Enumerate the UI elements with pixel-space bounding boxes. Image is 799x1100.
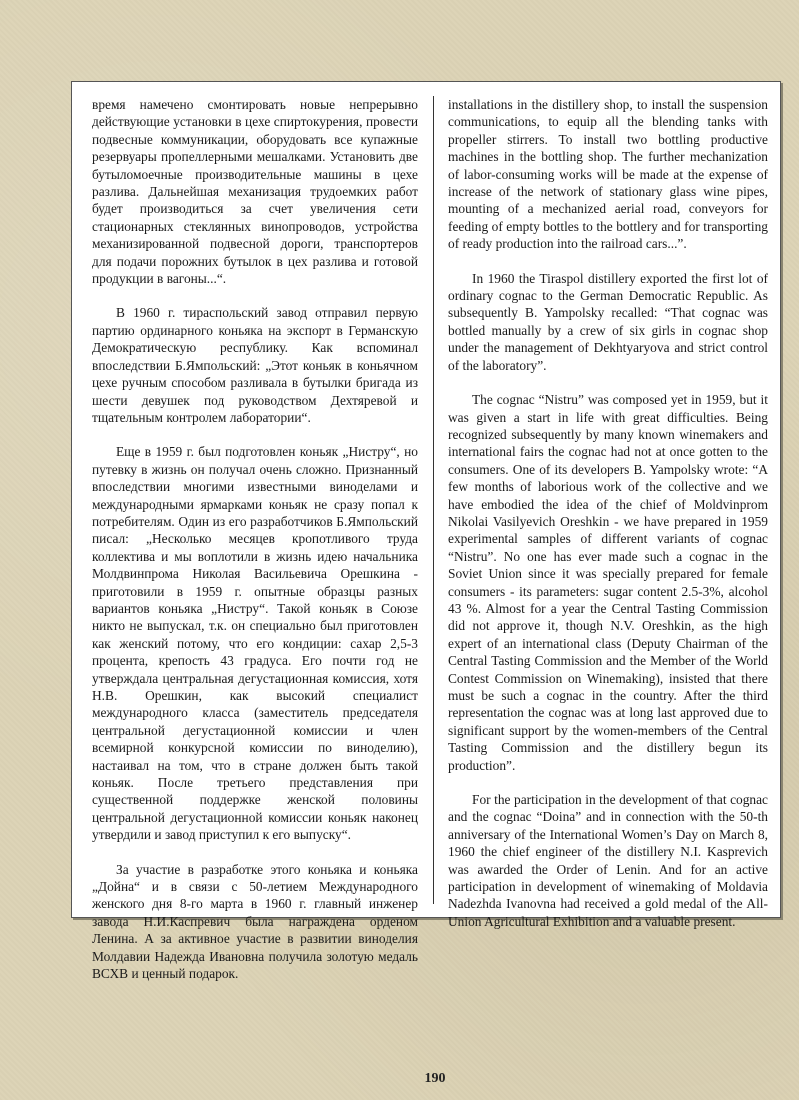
ru-paragraph-3: Еще в 1959 г. был подготовлен коньяк „Нистру“, но путевку в жизнь он получал очень сложно. Признанный впоследствии многими известными виноделами и международными ярмарками коньяк не сразу попал к потребителям. Один из его разработчиков Б.Ямпольский писал: „Несколько месяцев кропотливого труда коллектива и мы воплотили в жизнь идею начальника Молдвинпрома Николая Васильевича Орешкина - приготовили в 1959 г. опытные образцы разных вариантов коньяка „Нистру“. Такой коньяк в Союзе никто не выпускал, т.к. он специально был приготовлен как женский потому, что его кондиции: сахар 2,5-3 процента, крепость 43 градуса. Его почти год не утверждала центральная дегустационная комиссия, хотя Н.В. Орешкин, как высокий специалист международного класса (заместитель председателя центральной дегустационной комиссии и член всемирной конкурсной комиссии по виноделию), настаивал на том, что в стране должен быть такой коньяк. После третьего представления при существенной поддержке женской половины центральной дегустационной комиссии коньяк наконец утвердили и завод приступил к его выпуску“.	[92, 444, 418, 843]
en-paragraph-1: installations in the distillery shop, to install the suspension communications, to equip all the blending tanks with propeller stirrers. To install two bottling productive machines in the bottling shop. The further mechanization of labor-consuming works will be made at the expense of increase of the network of stationary glass wine pipes, mounting of a mechanized aerial road, conveyors for feeding of empty bottles to the bottlery and for transporting of ready production into the railroad cars...”.	[448, 97, 768, 252]
russian-text-column	[92, 96, 418, 1000]
ru-paragraph-2: В 1960 г. тираспольский завод отправил первую партию ординарного коньяка на экспорт в Германскую Демократическую республику. Как вспоминал впоследствии Б.Ямпольский: „Этот коньяк в коньячном цехе ручным способом разливала в бутылки бригада из шести девушек под руководством Дехтяревой и тщательным контролем лаборатории“.	[92, 305, 418, 425]
en-paragraph-2: In 1960 the Tiraspol distillery exported the first lot of ordinary cognac to the German Democratic Republic. As subsequently B. Yampolsky recalled: “That cognac was bottled manually by a crew of six girls in cognac shop under the management of Dekhtyaryova and strict control of the laboratory”.	[448, 270, 768, 373]
page-number: 190	[424, 1071, 446, 1086]
column-divider	[433, 96, 434, 904]
ru-paragraph-4: За участие в разработке этого коньяка и коньяка „Дойна“ и в связи с 50-летием Международного женского дня 8-го марта в 1960 г. главный инженер завода Н.И.Каспревич была награждена орденом Ленина. А за активное участие в развитии виноделия Молдавии Надежда Ивановна получила золотую медаль ВСХВ и ценный подарок.	[92, 861, 418, 982]
english-text-column	[448, 96, 768, 947]
page-panel	[71, 81, 781, 982]
en-paragraph-3: The cognac “Nistru” was composed yet in 1959, but it was given a start in life with great difficulties. Being recognized subsequently by many known winemakers and international fairs the cognac had not at once gotten to the consumers. One of its developers B. Yampolsky wrote: “A few months of laborious work of the collective and we have embodied the idea of the chief of Moldvinprom Nikolai Vasilyevich Oreshkin - we have prepared in 1959 experimental samples of different variants of cognac “Nistru”. No one has ever made such a cognac in the Soviet Union since it was specially prepared for female consumers - its parameters: sugar content 2.5-3%, alcohol 43 %. Almost for a year the Central Tasting Commission did not approve it, though N.V. Oreshkin, as the high expert of an international class (Deputy Chairman of the Central Tasting Commission and the Member of the World Contest Commission on Winemaking), insisted that there must be such a cognac in the country. After the third representation the cognac was at long last approved due to significant support by the women-members of the Central Tasting Commission and the distillery begun its production”.	[448, 392, 768, 773]
ru-paragraph-1: время намечено смонтировать новые непрерывно действующие установки в цехе спиртокурения, провести подвесные коммуникации, оборудовать все купажные резервуары пропеллерными мешалками. Установить две бутыломоечные производительные машины в цехе разлива. Дальнейшая механизация трудоемких работ будет производиться за счет увеличения сети стационарных стеклянных винопроводов, устройства механизированной подвесной дороги, транспортеров для подачи порожних бутылок в цех разлива и готовой продукции в вагоны...“.	[92, 97, 418, 287]
en-paragraph-4: For the participation in the development of that cognac and the cognac “Doina” and in connection with the 50-th anniversary of the International Women’s Day on March 8, 1960 the chief engineer of the distillery N.I. Kasprevich was awarded the Order of Lenin. And for an active participation in development of winemaking of Moldavia Nadezhda Ivanovna had received a gold medal of the All-Union Agricultural Exhibition and a valuable present.	[448, 792, 768, 929]
